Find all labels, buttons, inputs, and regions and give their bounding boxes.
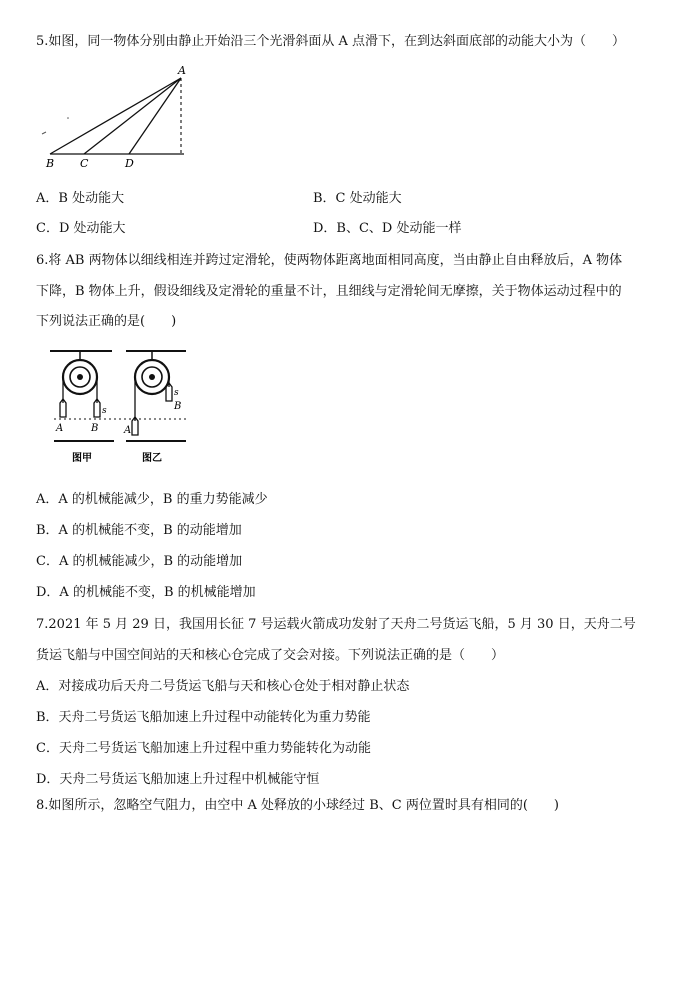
q6-caption-right: 图乙 (142, 453, 162, 464)
q6-left-label-b: B (91, 423, 99, 434)
q7-stem-line-1: 7.2021 年 5 月 29 日，我国用长征 7 号运载火箭成功发射了天舟二号货运飞船，5 月 30 日，天舟二号 (36, 617, 636, 632)
q7-stem-line-2: 货运飞船与中国空间站的天和核心仓完成了交会对接。下列说法正确的是（ ） (36, 648, 505, 663)
q5-incline-figure (36, 62, 206, 172)
q6-option-d[interactable]: D．A 的机械能不变，B 的机械能增加 (36, 585, 256, 600)
q5-option-d[interactable]: D．B、C、D 处动能一样 (313, 221, 462, 236)
q5-label-d: D (125, 157, 134, 170)
q6-right-label-s: s (174, 388, 179, 398)
q7-option-b[interactable]: B．天舟二号货运飞船加速上升过程中动能转化为重力势能 (36, 710, 371, 725)
q5-label-c: C (80, 157, 89, 170)
q6-right-label-b: B (174, 401, 182, 412)
q5-option-a[interactable]: A．B 处动能大 (36, 191, 125, 206)
q6-stem-line-3: 下列说法正确的是( ) (36, 314, 177, 329)
q7-option-a[interactable]: A．对接成功后天舟二号货运飞船与天和核心仓处于相对静止状态 (36, 679, 410, 694)
q6-option-b[interactable]: B．A 的机械能不变，B 的动能增加 (36, 523, 242, 538)
q6-pulley-figure (44, 345, 192, 473)
q6-left-label-a: A (56, 423, 64, 434)
q5-option-b[interactable]: B．C 处动能大 (313, 191, 402, 206)
q6-stem-line-2: 下降，B 物体上升，假设细线及定滑轮的重量不计，且细线与定滑轮间无摩擦，关于物体运动过程中的 (36, 284, 622, 299)
q6-caption-left: 图甲 (72, 453, 92, 464)
q8-stem: 8.如图所示，忽略空气阻力，由空中 A 处释放的小球经过 B、C 两位置时具有相同的( ) (36, 798, 559, 813)
q5-option-c[interactable]: C．D 处动能大 (36, 221, 126, 236)
q6-option-a[interactable]: A．A 的机械能减少，B 的重力势能减少 (36, 492, 268, 507)
q7-option-d[interactable]: D．天舟二号货运飞船加速上升过程中机械能守恒 (36, 772, 320, 787)
q6-right-label-a: A (124, 425, 132, 436)
q6-option-c[interactable]: C．A 的机械能减少，B 的动能增加 (36, 554, 243, 569)
q7-option-c[interactable]: C．天舟二号货运飞船加速上升过程中重力势能转化为动能 (36, 741, 371, 756)
q5-label-b: B (46, 157, 55, 170)
q6-left-label-s: s (102, 406, 107, 416)
q5-label-a: A (178, 64, 186, 77)
q5-stem: 5.如图，同一物体分别由静止开始沿三个光滑斜面从 A 点滑下，在到达斜面底部的动能大小为（ ） (36, 34, 626, 49)
q6-stem-line-1: 6.将 AB 两物体以细线相连并跨过定滑轮，使两物体距离地面相同高度，当由静止自由释放后，A 物体 (36, 253, 623, 268)
